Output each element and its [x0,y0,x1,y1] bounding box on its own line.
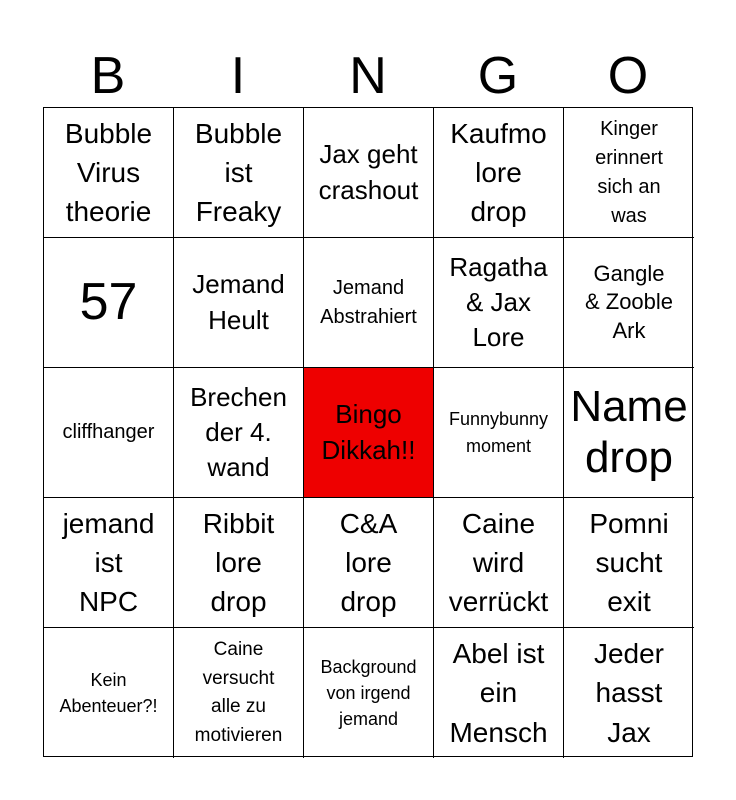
bingo-cell[interactable] [434,108,564,238]
bingo-cell[interactable] [44,238,174,368]
cell-label: Pomni sucht exit [589,507,669,618]
cell-label: Kein Abenteuer?! [59,669,158,716]
bingo-cell[interactable] [44,628,174,758]
header-letter-g: G [477,47,519,105]
bingo-cell[interactable] [434,498,564,628]
bingo-cell[interactable] [174,628,304,758]
bingo-cell[interactable] [564,368,694,498]
bingo-cell[interactable] [564,628,694,758]
cell-label: cliffhanger [62,421,155,443]
bingo-cell[interactable] [564,108,694,238]
cell-label: Kinger erinnert sich an was [595,117,663,227]
cell-label: Caine versucht alle zu motivieren [194,639,283,746]
cell-label: Name drop [570,381,688,482]
bingo-cell[interactable] [174,238,304,368]
header-letter-i: I [230,47,246,105]
cell-label: Jemand Heult [192,269,285,335]
cell-label: 57 [79,272,138,331]
cell-label: Gangle & Zooble Ark [584,260,674,343]
cell-label: Jeder hasst Jax [593,638,665,748]
bingo-cell[interactable] [174,368,304,498]
cell-label: Kaufmo lore drop [450,117,547,228]
bingo-cell[interactable] [44,368,174,498]
bingo-cell[interactable] [564,238,694,368]
cell-label: Funnybunny moment [448,409,549,456]
bingo-cell[interactable] [174,108,304,238]
bingo-cell[interactable] [564,498,694,628]
cell-label: Bubble Virus theorie [64,117,153,228]
cell-label: Bingo Dikkah!! [321,399,416,465]
cell-label: C&A lore drop [339,507,398,618]
bingo-cell[interactable] [174,498,304,628]
bingo-cell[interactable] [304,238,434,368]
free-space-cell[interactable] [304,368,434,498]
header-letter-o: O [607,47,649,105]
cell-label: Ragatha & Jax Lore [449,251,548,353]
header-letter-n: N [349,47,387,105]
cell-label: jemand ist NPC [62,507,155,618]
bingo-cell[interactable] [304,628,434,758]
cell-label: Ribbit lore drop [202,507,275,618]
cell-label: Jemand Abstrahiert [320,276,417,328]
bingo-cell[interactable] [304,498,434,628]
header-letter-b: B [90,47,126,105]
cell-label: Background von irgend jemand [320,656,417,730]
cell-label: Caine wird verrückt [448,507,549,618]
cell-label: Abel ist ein Mensch [449,638,548,748]
cell-label: Brechen der 4. wand [190,381,287,483]
bingo-cell[interactable] [434,368,564,498]
cell-label: Bubble ist Freaky [194,117,283,228]
bingo-cell[interactable] [304,108,434,238]
bingo-card [43,107,693,757]
bingo-cell[interactable] [44,108,174,238]
bingo-header [43,44,693,108]
bingo-cell[interactable] [434,628,564,758]
cell-label: Jax geht crashout [318,139,419,205]
bingo-cell[interactable] [434,238,564,368]
bingo-cell[interactable] [44,498,174,628]
